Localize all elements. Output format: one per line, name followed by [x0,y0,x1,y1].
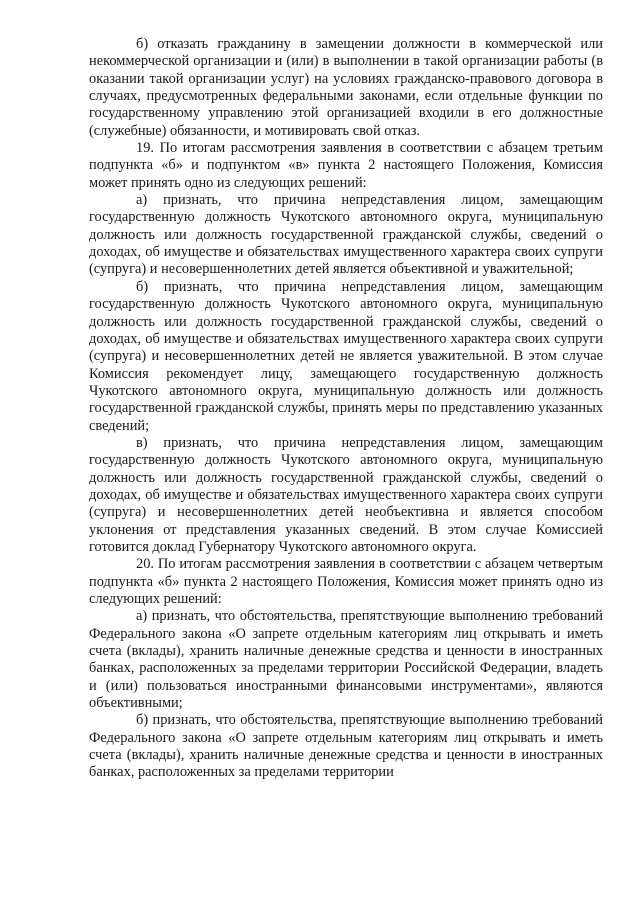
paragraph-item-20: 20. По итогам рассмотрения заявления в соответствии с абзацем четвертым подпункта «б» пункта 2 настоящего Положения, Комиссия может принять одно из следующих решений: [89,556,603,607]
paragraph-item-20-a: а) признать, что обстоятельства, препятствующие выполнению требований Федерального закона «О запрете отдельным категориям лиц открывать и иметь счета (вклады), хранить наличные денежные средства и ценности в иностранных банках, расположенных за пределами территории Российской Федерации, владеть и (или) пользоваться иностранными финансовыми инструментами», являются объективными; [89,608,603,712]
paragraph-item-20-b: б) признать, что обстоятельства, препятствующие выполнению требований Федерального закона «О запрете отдельным категориям лиц открывать и иметь счета (вклады), хранить наличные денежные средства и ценности в иностранных банках, расположенных за пределами территории [89,712,603,781]
paragraph-refusal: б) отказать гражданину в замещении должности в коммерческой или некоммерческой организации и (или) в выполнении в такой организации работы (в оказании такой организации услуг) на условиях гражданско-правового договора в случаях, предусмотренных федеральными законами, если отдельные функции по государственному управлению этой организацией входили в его должностные (служебные) обязанности, и мотивировать свой отказ. [89,36,603,139]
document-page [89,36,603,782]
paragraph-item-19-a: а) признать, что причина непредставления лицом, замещающим государственную должность Чукотского автономного округа, муниципальную должность или должность государственной гражданской службы, сведений о доходах, об имуществе и обязательствах имущественного характера своих супруги (супруга) и несовершеннолетних детей является объективной и уважительной; [89,192,603,278]
paragraph-item-19: 19. По итогам рассмотрения заявления в соответствии с абзацем третьим подпункта «б» и подпунктом «в» пункта 2 настоящего Положения, Комиссия может принять одно из следующих решений: [89,140,603,191]
paragraph-item-19-v: в) признать, что причина непредставления лицом, замещающим государственную должность Чукотского автономного округа, муниципальную должность или должность государственной гражданской службы, сведений о доходах, об имуществе и обязательствах имущественного характера своих супруги (супруга) и несовершеннолетних детей необъективна и является способом уклонения от представления указанных сведений. В этом случае Комиссией готовится доклад Губернатору Чукотского автономного округа. [89,434,603,555]
paragraph-item-19-b: б) признать, что причина непредставления лицом, замещающим государственную должность Чукотского автономного округа, муниципальную должность или должность государственной гражданской службы, сведений о доходах, об имуществе и обязательствах имущественного характера своих супруги (супруга) и несовершеннолетних детей не является уважительной. В этом случае Комиссия рекомендует лицу, замещающего государственную должность Чукотского автономного округа, муниципальную должность или должность государственной гражданской службы, принять меры по представлению указанных сведений; [89,278,603,434]
